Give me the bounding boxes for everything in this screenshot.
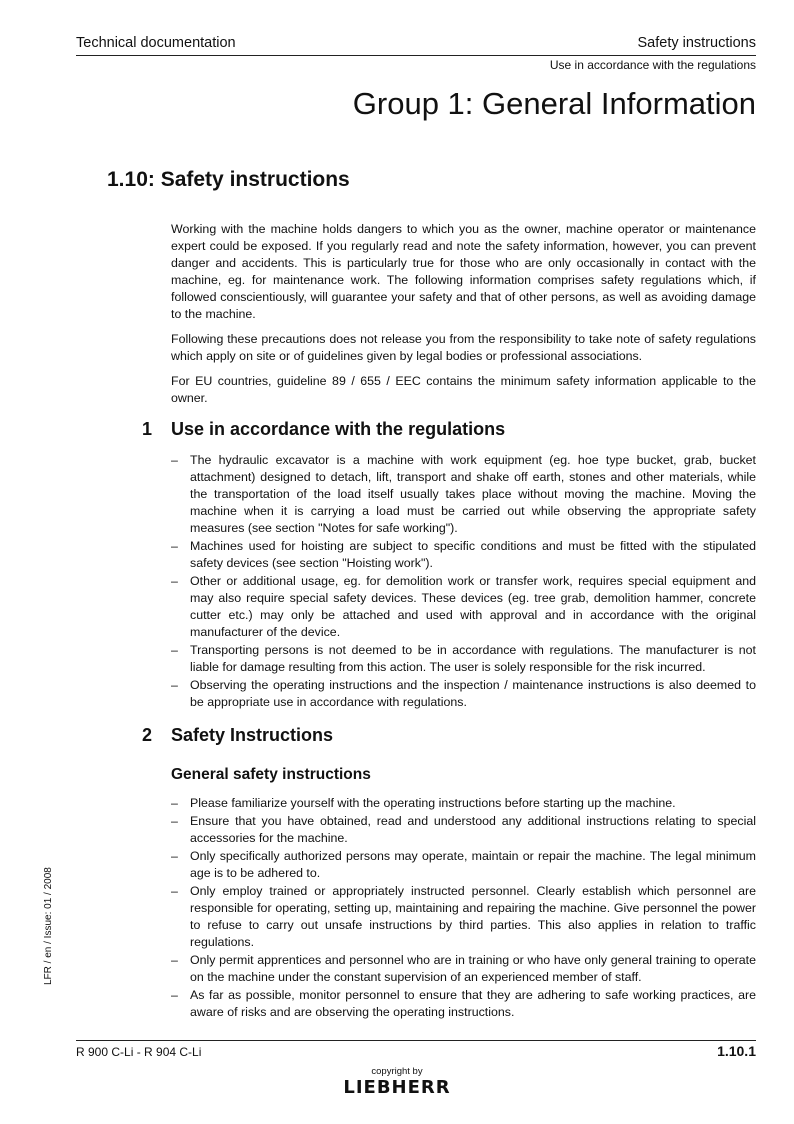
dash-bullet: –: [171, 796, 178, 810]
list-item: [171, 538, 756, 572]
use-regulations-list: [171, 452, 756, 712]
heading-section-2: [142, 725, 333, 746]
dash-bullet: –: [171, 678, 178, 692]
list-item: [171, 452, 756, 537]
list-item-text: Machines used for hoisting are subject to specific conditions and must be fitted with the stipulated safety devices (see section "Hoisting work").: [190, 539, 756, 570]
dash-bullet: –: [171, 539, 178, 553]
footer-page-number: 1.10.1: [717, 1043, 756, 1059]
footer-model: R 900 C-Li - R 904 C-Li: [76, 1045, 202, 1059]
dash-bullet: –: [171, 453, 178, 467]
list-item-text: Please familiarize yourself with the operating instructions before starting up the machine.: [190, 796, 676, 810]
heading-number: 1: [142, 419, 153, 439]
dash-bullet: –: [171, 574, 178, 588]
header-left: Technical documentation: [76, 35, 236, 51]
list-item: [171, 795, 756, 812]
list-item: [171, 883, 756, 951]
liebherr-logo: LIEBHERR: [343, 1077, 451, 1098]
header-divider: [76, 55, 756, 56]
list-item: [171, 813, 756, 847]
dash-bullet: –: [171, 884, 178, 898]
list-item-text: Ensure that you have obtained, read and understood any additional instructions relating to special accessories for the machine.: [190, 814, 756, 845]
heading-number: 2: [142, 725, 153, 745]
heading-section-1: [142, 419, 505, 440]
general-safety-list: [171, 795, 756, 1022]
list-item: [171, 848, 756, 882]
header-subtitle: Use in accordance with the regulations: [549, 58, 756, 72]
dash-bullet: –: [171, 643, 178, 657]
dash-bullet: –: [171, 814, 178, 828]
intro-paragraph: Following these precautions does not release you from the responsibility to take note of safety regulations which apply on site or of guidelines given by legal bodies or professional associations.: [171, 332, 756, 363]
list-item-text: Observing the operating instructions and the inspection / maintenance instructions is also deemed to be appropriate use in accordance with regulations.: [190, 678, 756, 709]
list-item: [171, 952, 756, 986]
copyright-text: copyright by: [371, 1066, 423, 1077]
list-item: [171, 677, 756, 711]
group-title: Group 1: General Information: [352, 86, 756, 121]
header-right: Safety instructions: [637, 35, 756, 51]
heading-text: Use in accordance with the regulations: [171, 419, 506, 439]
intro-paragraph: Working with the machine holds dangers to which you as the owner, machine operator or maintenance expert could be exposed. If you regularly read and note the safety information, however, you can prevent danger and accidents. This is particularly true for those who are only occasionally in contact with the machine, eg. for maintenance work. The following information comprises safety regulations which, if followed conscientiously, will guarantee your safety and that of other persons, as well as avoiding damage to the machine.: [171, 222, 756, 321]
issue-side-label: LFR / en / Issue: 01 / 2008: [43, 867, 54, 985]
dash-bullet: –: [171, 988, 178, 1002]
list-item-text: Only specifically authorized persons may operate, maintain or repair the machine. The legal minimum age is to be adhered to.: [190, 849, 756, 880]
intro-block: [171, 221, 756, 415]
list-item-text: Other or additional usage, eg. for demolition work or transfer work, requires special equipment and may also require special safety devices. These devices (eg. tree grab, demolition hammer, concrete cutter etc.) may only be attached and used with approval and in accordance with the original manufacturer of the device.: [190, 574, 756, 639]
list-item-text: Only permit apprentices and personnel who are in training or who have only general training to operate on the machine under the constant supervision of an experienced member of staff.: [190, 953, 756, 984]
list-item: [171, 573, 756, 641]
heading-text: Safety Instructions: [171, 725, 334, 745]
dash-bullet: –: [171, 953, 178, 967]
subheading-general-safety: General safety instructions: [171, 766, 371, 783]
list-item: [171, 642, 756, 676]
intro-paragraph: For EU countries, guideline 89 / 655 / EEC contains the minimum safety information applicable to the owner.: [171, 374, 756, 405]
list-item-text: The hydraulic excavator is a machine with work equipment (eg. hoe type bucket, grab, bucket attachment) designed to detach, lift, transport and shake off earth, stones and other materials, while the transportation of the load itself usually takes place without moving the machine. Moving the machine when it is carrying a load must be carried out while observing the appropriate safety measures (see section "Notes for safe working").: [190, 453, 756, 535]
list-item: [171, 987, 756, 1021]
footer-divider: [76, 1040, 756, 1041]
section-title: 1.10: Safety instructions: [107, 168, 350, 191]
dash-bullet: –: [171, 849, 178, 863]
list-item-text: Only employ trained or appropriately instructed personnel. Clearly establish which personnel are responsible for operating, setting up, maintaining and repairing the machine. Give personnel the power to refuse to carry out unsafe instructions by third parties. This also applies in relation to traffic regulations.: [190, 884, 756, 949]
list-item-text: As far as possible, monitor personnel to ensure that they are adhering to safe working practices, are aware of risks and are observing the operating instructions.: [190, 988, 756, 1019]
list-item-text: Transporting persons is not deemed to be in accordance with regulations. The manufacturer is not liable for damage resulting from this action. The user is solely responsible for the risk incurred.: [190, 643, 756, 674]
